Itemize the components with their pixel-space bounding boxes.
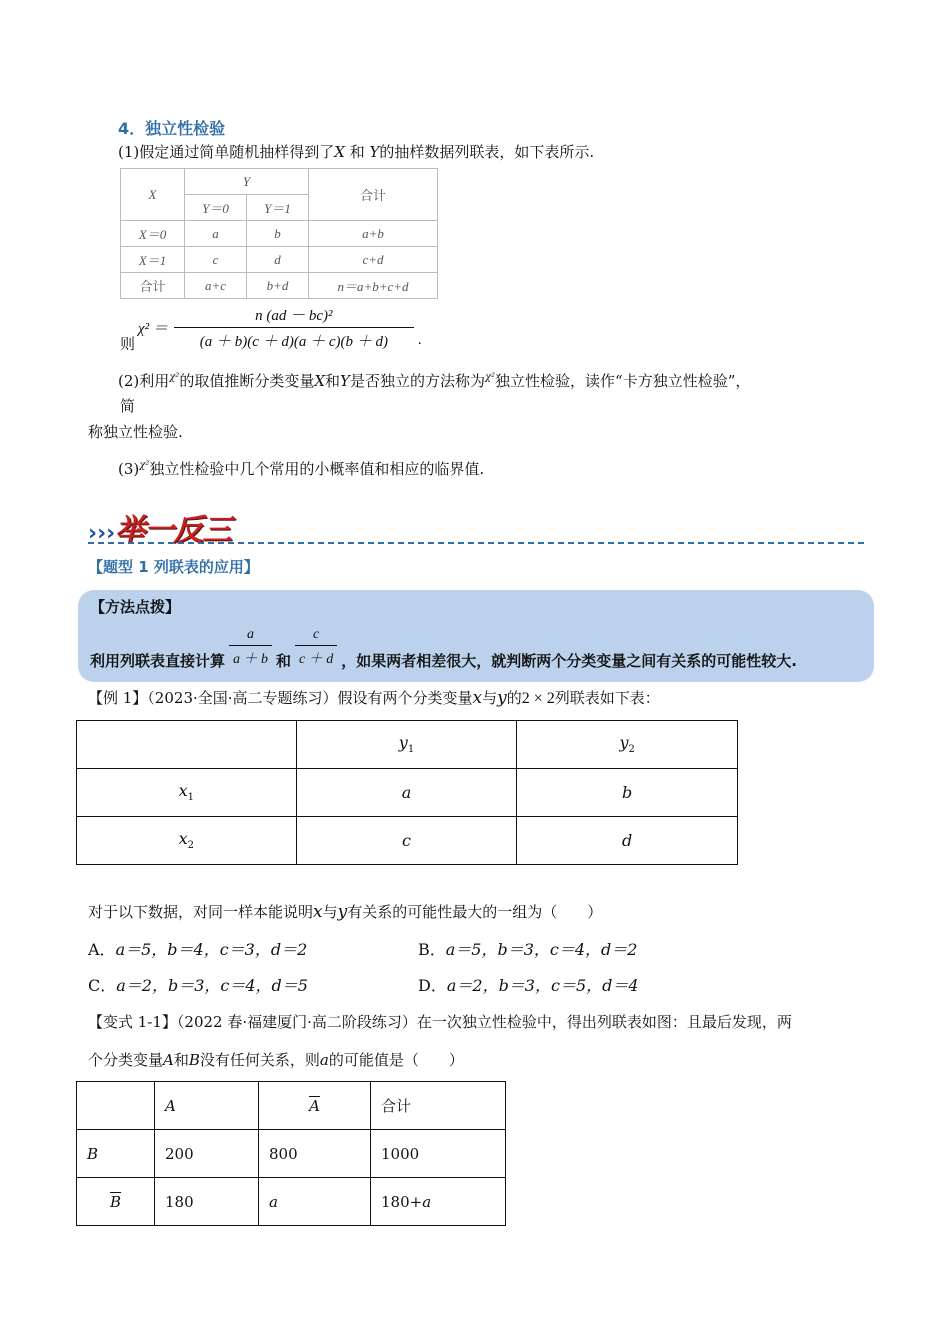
header-x: X: [121, 169, 185, 221]
section-title: 4．独立性检验: [118, 119, 226, 138]
table-row: $x_1$ a b: [77, 769, 738, 817]
option-a[interactable]: A．a＝5，b＝4，c＝3，d＝2: [88, 940, 308, 959]
method-body: 利用列联表直接计算 $\frac{a}{a + b}$ 和 $\frac{c}{c + d}$ ，如果两者相差很大，就判断两个分类变量之间有关系的可能性较大.: [90, 627, 797, 670]
paragraph-2-cont: 称独立性检验.: [88, 423, 183, 441]
paragraph-2: (2)利用$^{\chi^2}$的取值推断分类变量X和Y是否独立的方法称为$^{\chi^2}$独立性检验，读作“卡方独立性检验”，: [118, 372, 751, 390]
table-row: X＝0 a b a+b: [121, 221, 438, 247]
option-d[interactable]: D．a＝2，b＝3，c＝5，d＝4: [418, 976, 639, 995]
table-row: 合计 a+c b+d n＝a+b+c+d: [121, 273, 438, 299]
divider: [88, 542, 864, 544]
fraction-c: $\frac{c}{c + d}$: [295, 627, 337, 668]
fraction-a: $\frac{a}{a + b}$: [229, 627, 272, 668]
variant-1-1-line2: 个分类变量A和B没有任何关系，则a的可能值是（ ）: [88, 1051, 464, 1069]
option-b[interactable]: B．a＝5，b＝3，c＝4，d＝2: [418, 940, 638, 959]
header-total: 合计: [309, 169, 438, 221]
example-1-table: $y_1$ $y_2$ $x_1$ a b $x_2$ c d: [76, 720, 738, 865]
header-y: Y: [185, 169, 309, 195]
formula-ze: 则: [120, 335, 136, 353]
paragraph-3: $(3)^{\chi^2}$独立性检验中几个常用的小概率值和相应的临界值.: [118, 460, 485, 478]
question-type-title: 【题型 1 列联表的应用】: [88, 558, 259, 576]
example-1-title: 【例 1】（2023·全国·高二专题练习）假设有两个分类变量x与y的2 × 2列联表如下表：: [88, 688, 660, 708]
table-row: B 200 800 1000: [77, 1130, 506, 1178]
table-row: $x_2$ c d: [77, 817, 738, 865]
paragraph-1: (1)假定通过简单随机抽样得到了X 和 Y的抽样数据列联表，如下表所示.: [118, 143, 595, 161]
banner-title: 举一反三: [115, 513, 232, 548]
method-title: 【方法点拨】: [90, 598, 181, 616]
contingency-table-image: [120, 168, 438, 299]
table-row: X＝1 c d c+d: [121, 247, 438, 273]
table-row: $\overline{B}$ 180 a 180+a: [77, 1178, 506, 1226]
option-c[interactable]: C．a＝2，b＝3，c＝4，d＝5: [88, 976, 308, 995]
variant-1-1-line1: 【变式 1-1】（2022 春·福建厦门·高二阶段练习）在一次独立性检验中，得出列联表如图：且最后发现，两: [88, 1013, 792, 1031]
example-1-question: 对于以下数据，对同一样本能说明x与y有关系的可能性最大的一组为（ ）: [88, 902, 603, 922]
chi-square-formula: χ² ＝ $\frac{\text{n (ad － bc)²}}{(a + b)(c + d)(a + c)(b + d)}$ .: [138, 304, 422, 351]
sub-y1: Y＝1: [247, 195, 309, 221]
sub-y0: Y＝0: [185, 195, 247, 221]
banner-arrows: ›››: [88, 521, 116, 546]
variant-table: A $\overline{A}$ 合计 B 200 800 1000 $\overline{B}$ 180 a 180+a: [76, 1081, 506, 1226]
paragraph-2-jian: 简: [120, 397, 136, 415]
